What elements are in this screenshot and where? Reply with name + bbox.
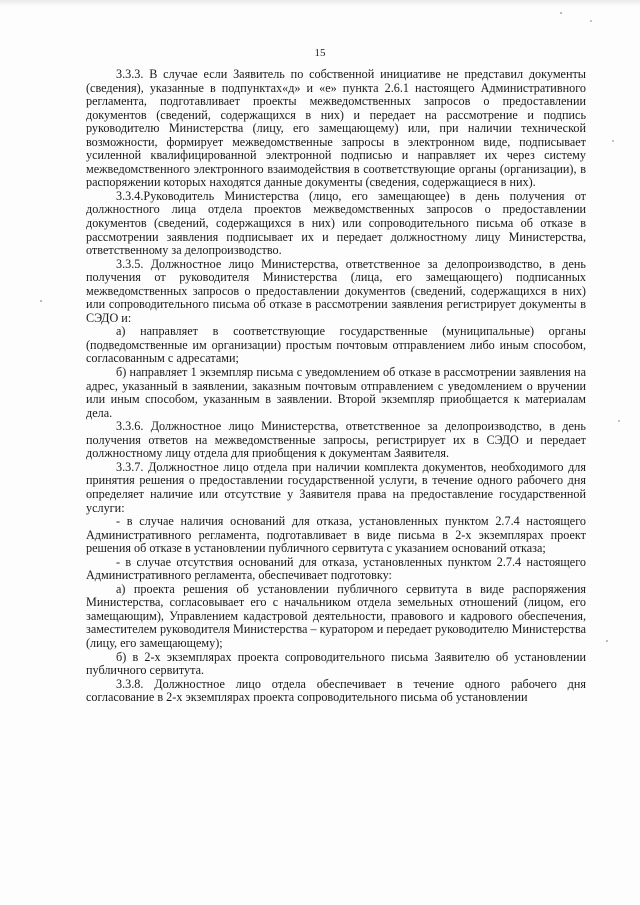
paragraph-3-3-5: 3.3.5. Должностное лицо Министерства, ответственное за делопроизводство, в день получения от руководителя Министерства (лица, его замещающего) подписанных межведомственных запросов о предоставлении документов (сведений, содержащихся в них) или сопроводительного письма об отказе в рассмотрении заявления регистрирует документы в СЭДО и: [86,256,586,325]
scan-speck [612,140,614,142]
scan-speck [606,640,608,642]
paragraph-3-3-5-a: а) направляет в соответствующие государственные (муниципальные) органы (подведомственные им организации) простым почтовым отправлением либо иным способом, согласованным с адресатами; [86,324,586,366]
paragraph-3-3-7-refusal: - в случае наличия оснований для отказа, установленных пунктом 2.7.4 настоящего Административного регламента, подготавливает в виде письма в 2-х экземплярах проект решения об отказе в установлении публичного сервитута с указанием оснований отказа; [86,514,586,556]
document-body [86,68,586,705]
paragraph-3-3-8: 3.3.8. Должностное лицо отдела обеспечивает в течение одного рабочего дня согласование в 2-х экземплярах проекта сопроводительного письма об установлении [86,676,586,705]
scan-speck [618,420,620,422]
paragraph-3-3-5-b: б) направляет 1 экземпляр письма с уведомлением об отказе в рассмотрении заявления на адрес, указанный в заявлении, заказным почтовым отправлением с уведомлением о вручении или иным способом, указанным в заявлении. Второй экземпляр приобщается к материалам дела. [86,365,586,420]
paragraph-3-3-7-a: а) проекта решения об установлении публичного сервитута в виде распоряжения Министерства, согласовывает его с начальником отдела земельных отношений (лицом, его замещающим), Управлением кадастровой деятельности, правового и кадрового обеспечения, заместителем руководителя Министерства – куратором и передает руководителю Министерства (лицу, его замещающему); [86,581,586,650]
paragraph-3-3-6: 3.3.6. Должностное лицо Министерства, ответственное за делопроизводство, в день получения ответов на межведомственные запросы, регистрирует их в СЭДО и передает должностному лицу отдела для приобщения к документам Заявителя. [86,419,586,461]
paragraph-3-3-7: 3.3.7. Должностное лицо отдела при наличии комплекта документов, необходимого для принятия решения о предоставлении государственной услуги, в течение одного рабочего дня определяет наличие или отсутствие у Заявителя права на предоставление государственной услуги: [86,459,586,515]
scan-speck [590,20,592,22]
paragraph-3-3-3: 3.3.3. В случае если Заявитель по собственной инициативе не представил документы (сведения), указанные в подпунктах«д» и «е» пункта 2.6.1 настоящего Административного регламента, подготавливает проекты межведомственных запросов о предоставлении документов (сведений, содержащихся в них) и передает на рассмотрение и подпись руководителю Министерства (лицу, его замещающему) или, при наличии технической возможности, формирует межведомственные запросы в электронном виде, подписывает усиленной квалифицированной электронной подписью и направляет их через систему межведомственного электронного взаимодействия в соответствующие органы (организации), в распоряжении которых находятся данные документы (сведения, содержащиеся в них). [86,67,586,190]
paragraph-3-3-7-approval: - в случае отсутствия оснований для отказа, установленных пунктом 2.7.4 настоящего Административного регламента, обеспечивает подготовку: [86,554,586,583]
paragraph-3-3-7-b: б) в 2-х экземплярах проекта сопроводительного письма Заявителю об установлении публичного сервитута. [86,649,586,678]
paragraph-3-3-4: 3.3.4.Руководитель Министерства (лицо, его замещающее) в день получения от должностного лица отдела проектов межведомственных запросов о предоставлении документов (сведений, содержащихся в них) или сопроводительного письма об отказе в рассмотрении заявления подписывает их и передает должностному лицу Министерства, ответственному за делопроизводство. [86,188,586,258]
scan-speck [560,12,562,14]
scan-edge-shadow [0,0,640,6]
scan-speck [40,300,42,302]
page-number: 15 [314,47,326,59]
